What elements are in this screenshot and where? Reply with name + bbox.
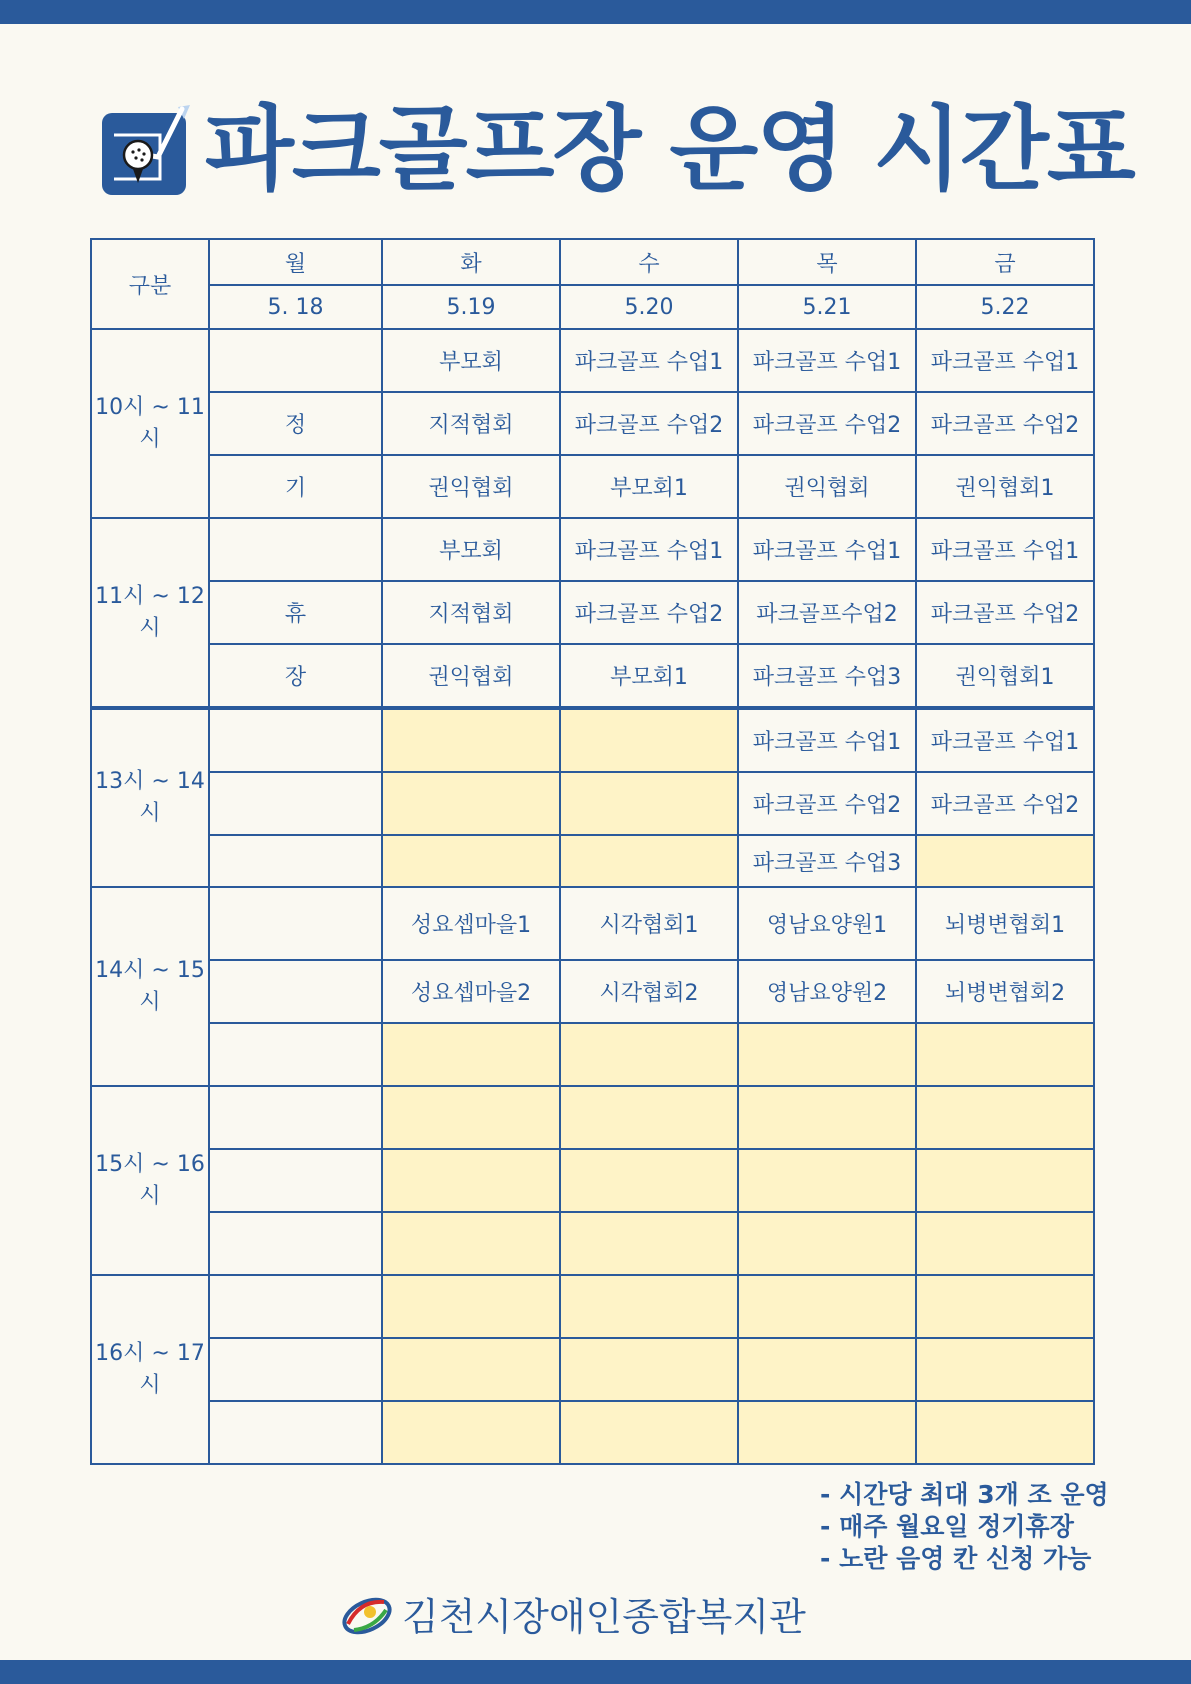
schedule-cell: 파크골프 수업1 — [738, 518, 916, 581]
available-cell[interactable] — [738, 1086, 916, 1149]
mon-cell — [209, 1086, 382, 1149]
schedule-cell: 파크골프 수업2 — [916, 772, 1094, 835]
available-cell[interactable] — [560, 1086, 738, 1149]
table-row — [91, 455, 1094, 518]
bottom-band — [0, 1660, 1191, 1684]
closed-char: 휴 — [209, 581, 382, 644]
mon-cell — [209, 772, 382, 835]
table-row — [91, 392, 1094, 455]
table-row — [91, 1086, 1094, 1149]
date-tue: 5.19 — [382, 285, 560, 329]
schedule-cell: 권익협회 — [738, 455, 916, 518]
welfare-center-logo-icon — [340, 1594, 394, 1638]
note-line: - 매주 월요일 정기휴장 — [820, 1512, 1074, 1541]
available-cell[interactable] — [738, 1275, 916, 1338]
table-row — [91, 887, 1094, 960]
schedule-cell: 파크골프 수업2 — [738, 392, 916, 455]
page-title: 파크골프장 운영 시간표 — [205, 96, 1134, 203]
time-slot: 14시 ~ 15 시 — [91, 887, 209, 1086]
mon-cell — [209, 329, 382, 392]
schedule-cell: 파크골프 수업2 — [916, 392, 1094, 455]
schedule-cell: 권익협회 — [382, 455, 560, 518]
schedule-cell: 영남요양원1 — [738, 887, 916, 960]
closed-char: 정 — [209, 392, 382, 455]
date-wed: 5.20 — [560, 285, 738, 329]
available-cell[interactable] — [916, 1149, 1094, 1212]
header-date-row — [91, 285, 1094, 329]
schedule-cell: 지적협회 — [382, 392, 560, 455]
schedule-cell: 파크골프 수업2 — [916, 581, 1094, 644]
available-cell[interactable] — [560, 1338, 738, 1401]
mon-cell — [209, 1212, 382, 1275]
schedule-cell: 파크골프 수업2 — [738, 772, 916, 835]
schedule-cell: 뇌병변협회2 — [916, 960, 1094, 1023]
schedule-table — [90, 238, 1095, 1465]
table-row — [91, 518, 1094, 581]
date-thu: 5.21 — [738, 285, 916, 329]
schedule-cell: 파크골프 수업2 — [560, 581, 738, 644]
table-row — [91, 1275, 1094, 1338]
day-fri: 금 — [916, 239, 1094, 285]
available-cell[interactable] — [738, 1401, 916, 1464]
available-cell[interactable] — [560, 1212, 738, 1275]
day-thu: 목 — [738, 239, 916, 285]
schedule-cell: 성요셉마을1 — [382, 887, 560, 960]
available-cell[interactable] — [738, 1023, 916, 1086]
mon-cell — [209, 518, 382, 581]
header-day-row — [91, 239, 1094, 285]
table-row — [91, 1338, 1094, 1401]
available-cell[interactable] — [382, 835, 560, 887]
available-cell[interactable] — [916, 1275, 1094, 1338]
available-cell[interactable] — [916, 1023, 1094, 1086]
schedule-cell: 파크골프 수업1 — [560, 518, 738, 581]
date-mon: 5. 18 — [209, 285, 382, 329]
mon-cell — [209, 708, 382, 772]
table-row — [91, 835, 1094, 887]
table-row — [91, 581, 1094, 644]
available-cell[interactable] — [916, 1086, 1094, 1149]
schedule-cell: 파크골프 수업1 — [916, 518, 1094, 581]
schedule-cell: 파크골프 수업1 — [916, 708, 1094, 772]
schedule-cell: 파크골프수업2 — [738, 581, 916, 644]
available-cell[interactable] — [382, 772, 560, 835]
day-mon: 월 — [209, 239, 382, 285]
time-slot: 15시 ~ 16시 — [91, 1086, 209, 1275]
time-slot: 11시 ~ 12시 — [91, 518, 209, 708]
footer — [340, 1592, 860, 1642]
available-cell[interactable] — [382, 1401, 560, 1464]
available-cell[interactable] — [916, 835, 1094, 887]
table-row — [91, 1023, 1094, 1086]
available-cell[interactable] — [560, 708, 738, 772]
schedule-cell: 파크골프 수업1 — [560, 329, 738, 392]
schedule-cell: 시각협회2 — [560, 960, 738, 1023]
available-cell[interactable] — [382, 1212, 560, 1275]
schedule-cell: 부모회1 — [560, 644, 738, 708]
schedule-cell: 지적협회 — [382, 581, 560, 644]
mon-cell — [209, 960, 382, 1023]
closed-char: 장 — [209, 644, 382, 708]
table-row — [91, 1149, 1094, 1212]
organization-name: 김천시장애인종합복지관 — [402, 1595, 806, 1639]
mon-cell — [209, 1401, 382, 1464]
table-row — [91, 644, 1094, 708]
available-cell[interactable] — [916, 1212, 1094, 1275]
schedule-cell: 파크골프 수업2 — [560, 392, 738, 455]
table-row — [91, 1212, 1094, 1275]
available-cell[interactable] — [738, 1338, 916, 1401]
available-cell[interactable] — [560, 835, 738, 887]
schedule-cell: 성요셉마을2 — [382, 960, 560, 1023]
time-slot: 10시 ~ 11시 — [91, 329, 209, 518]
time-slot: 13시 ~ 14 시 — [91, 708, 209, 887]
mon-cell — [209, 1149, 382, 1212]
available-cell[interactable] — [560, 1149, 738, 1212]
available-cell[interactable] — [382, 1338, 560, 1401]
available-cell[interactable] — [916, 1338, 1094, 1401]
top-band — [0, 0, 1191, 24]
mon-cell — [209, 1275, 382, 1338]
available-cell[interactable] — [560, 1401, 738, 1464]
available-cell[interactable] — [916, 1401, 1094, 1464]
available-cell[interactable] — [560, 1275, 738, 1338]
table-row — [91, 960, 1094, 1023]
date-fri: 5.22 — [916, 285, 1094, 329]
table-row — [91, 708, 1094, 772]
available-cell[interactable] — [382, 1275, 560, 1338]
day-tue: 화 — [382, 239, 560, 285]
available-cell[interactable] — [560, 772, 738, 835]
schedule-cell: 부모회 — [382, 329, 560, 392]
time-slot: 16시 ~ 17시 — [91, 1275, 209, 1464]
table-row — [91, 772, 1094, 835]
note-line: - 시간당 최대 3개 조 운영 — [820, 1480, 1109, 1509]
schedule-cell: 뇌병변협회1 — [916, 887, 1094, 960]
closed-char: 기 — [209, 455, 382, 518]
schedule-cell: 파크골프 수업1 — [738, 708, 916, 772]
schedule-cell: 파크골프 수업3 — [738, 644, 916, 708]
available-cell[interactable] — [382, 1149, 560, 1212]
table-row — [91, 1401, 1094, 1464]
schedule-cell: 파크골프 수업3 — [738, 835, 916, 887]
schedule-cell: 파크골프 수업1 — [738, 329, 916, 392]
title-area — [0, 95, 1191, 205]
available-cell[interactable] — [738, 1149, 916, 1212]
available-cell[interactable] — [382, 1023, 560, 1086]
golf-club-ball-icon — [100, 105, 190, 197]
available-cell[interactable] — [560, 1023, 738, 1086]
schedule-cell: 부모회 — [382, 518, 560, 581]
category-header: 구분 — [91, 239, 209, 329]
available-cell[interactable] — [382, 1086, 560, 1149]
notes — [820, 1479, 1180, 1575]
schedule-cell: 영남요양원2 — [738, 960, 916, 1023]
schedule-cell: 권익협회1 — [916, 644, 1094, 708]
table-row — [91, 329, 1094, 392]
available-cell[interactable] — [738, 1212, 916, 1275]
mon-cell — [209, 1023, 382, 1086]
schedule-cell: 권익협회 — [382, 644, 560, 708]
schedule-cell: 시각협회1 — [560, 887, 738, 960]
day-wed: 수 — [560, 239, 738, 285]
mon-cell — [209, 887, 382, 960]
schedule-cell: 파크골프 수업1 — [916, 329, 1094, 392]
schedule-cell: 부모회1 — [560, 455, 738, 518]
note-line: - 노란 음영 칸 신청 가능 — [820, 1544, 1092, 1573]
available-cell[interactable] — [382, 708, 560, 772]
mon-cell — [209, 835, 382, 887]
mon-cell — [209, 1338, 382, 1401]
schedule-cell: 권익협회1 — [916, 455, 1094, 518]
